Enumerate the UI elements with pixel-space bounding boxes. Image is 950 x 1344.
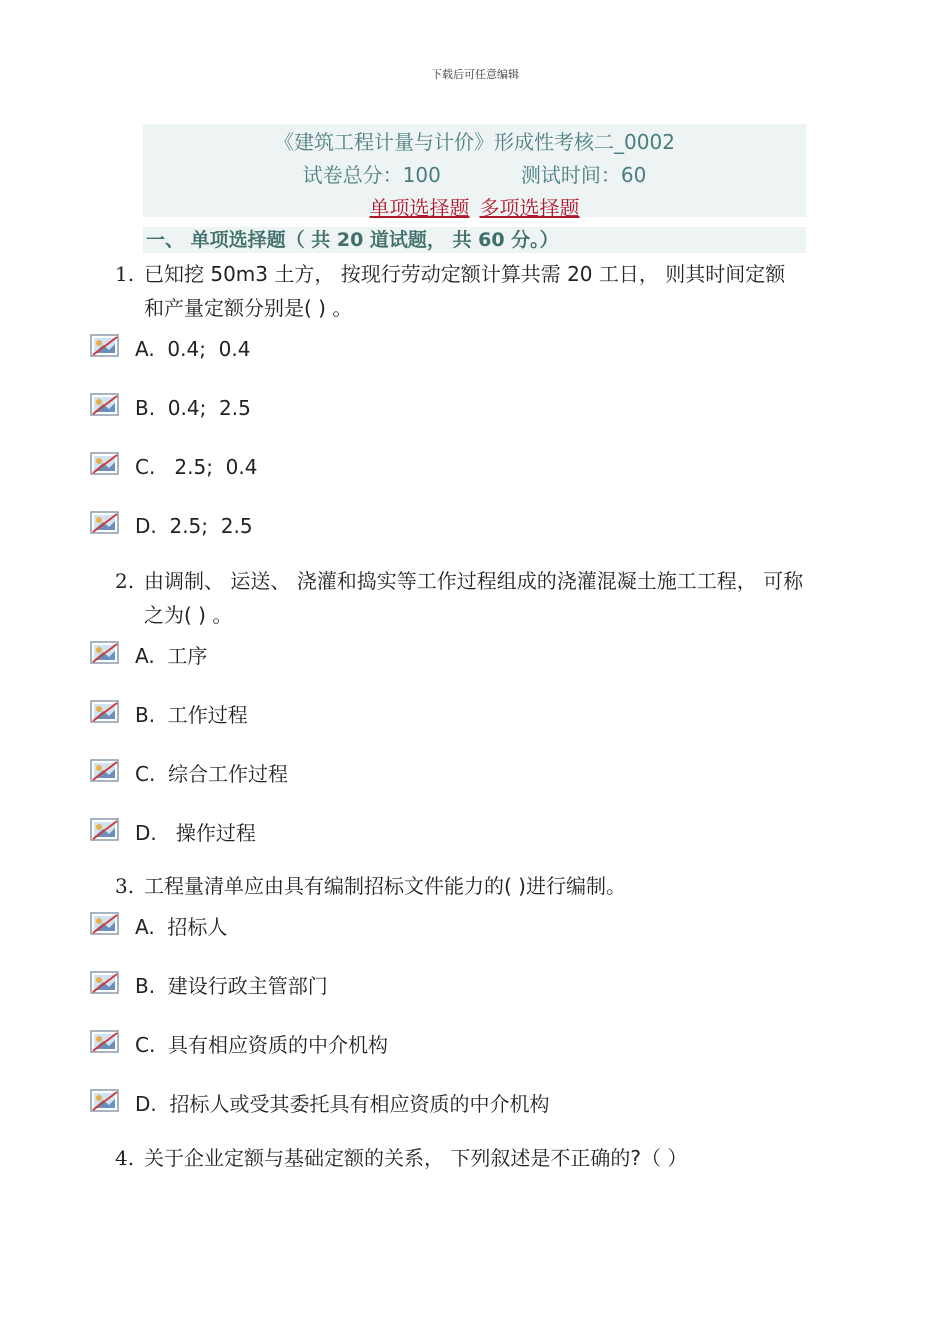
- option[interactable]: [90, 332, 251, 366]
- exam-title: 《建筑工程计量与计价》形成性考核二_0002: [274, 130, 675, 154]
- broken-image-icon[interactable]: [90, 971, 120, 995]
- broken-image-icon[interactable]: [90, 393, 120, 417]
- question-number: 1.: [115, 262, 135, 286]
- broken-image-icon[interactable]: [90, 511, 120, 535]
- option[interactable]: [90, 450, 258, 484]
- option-label: D. 2.5; 2.5: [135, 514, 253, 538]
- question-text: 工程量清单应由具有编制招标文件能力的( )进行编制。: [144, 874, 626, 898]
- option[interactable]: [90, 1087, 550, 1121]
- exam-meta: [143, 159, 806, 188]
- question-number: 2.: [115, 569, 135, 593]
- broken-image-icon[interactable]: [90, 1030, 120, 1054]
- option-label: C. 综合工作过程: [135, 762, 289, 786]
- multi-choice-link[interactable]: 多项选择题: [479, 196, 580, 220]
- question-text: 关于企业定额与基础定额的关系， 下列叙述是不正确的?（ ）: [144, 1146, 688, 1170]
- option-label: A. 0.4; 0.4: [135, 337, 251, 361]
- broken-image-icon[interactable]: [90, 759, 120, 783]
- option-label: D. 招标人或受其委托具有相应资质的中介机构: [135, 1092, 550, 1116]
- question-number: 3.: [115, 874, 135, 898]
- option[interactable]: [90, 698, 248, 732]
- option[interactable]: [90, 757, 289, 791]
- broken-image-icon[interactable]: [90, 912, 120, 936]
- broken-image-icon[interactable]: [90, 818, 120, 842]
- section-heading: 一、 单项选择题（ 共 20 道试题， 共 60 分。）: [143, 227, 806, 253]
- option[interactable]: [90, 391, 251, 425]
- option[interactable]: [90, 1028, 389, 1062]
- option-label: A. 工序: [135, 644, 208, 668]
- question-text: 已知挖 50m3 土方， 按现行劳动定额计算共需 20 工日， 则其时间定额和产量定额分别是( ) 。: [144, 262, 786, 320]
- broken-image-icon[interactable]: [90, 452, 120, 476]
- option-label: B. 建设行政主管部门: [135, 974, 328, 998]
- page-header-note: 下载后可任意编辑: [431, 68, 519, 81]
- option-label: A. 招标人: [135, 915, 228, 939]
- broken-image-icon[interactable]: [90, 700, 120, 724]
- broken-image-icon[interactable]: [90, 334, 120, 358]
- option[interactable]: [90, 639, 208, 673]
- option[interactable]: [90, 910, 228, 944]
- option-label: B. 0.4; 2.5: [135, 396, 251, 420]
- broken-image-icon[interactable]: [90, 1089, 120, 1113]
- option[interactable]: [90, 969, 328, 1003]
- option-label: C. 2.5; 0.4: [135, 455, 258, 479]
- option-label: B. 工作过程: [135, 703, 248, 727]
- question-number: 4.: [115, 1146, 135, 1170]
- question-text: 由调制、 运送、 浇灌和捣实等工作过程组成的浇灌混凝土施工工程， 可称之为( ) 。: [144, 569, 804, 627]
- option[interactable]: [90, 816, 256, 850]
- single-choice-link[interactable]: 单项选择题: [369, 196, 470, 220]
- test-time: 测试时间：60: [520, 163, 647, 187]
- option-label: C. 具有相应资质的中介机构: [135, 1033, 389, 1057]
- exam-banner: [143, 124, 806, 220]
- option[interactable]: [90, 509, 253, 543]
- option-label: D. 操作过程: [135, 821, 256, 845]
- section-links: [143, 192, 806, 221]
- broken-image-icon[interactable]: [90, 641, 120, 665]
- total-score: 试卷总分：100: [302, 163, 441, 187]
